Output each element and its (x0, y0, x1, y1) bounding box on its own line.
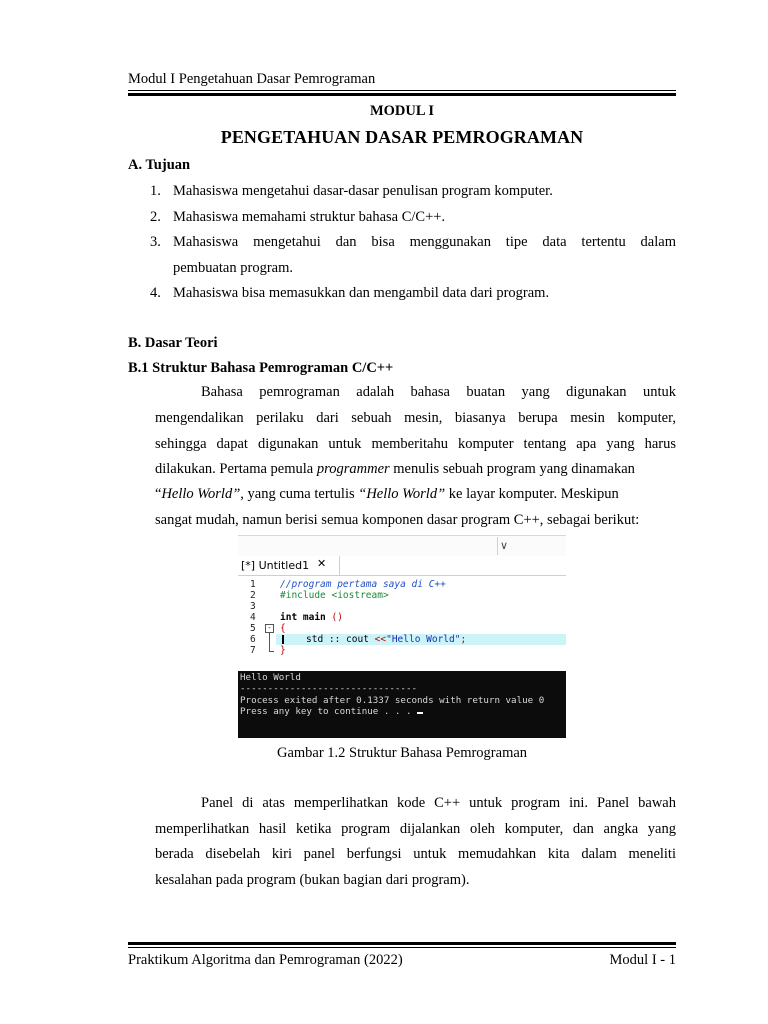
section-a-heading: A. Tujuan (128, 157, 191, 173)
list-item: Mahasiswa memahami struktur bahasa C/C++. (173, 209, 446, 225)
text-run: dilakukan. Pertama pemula (155, 461, 317, 477)
tab-untitled1[interactable] (239, 556, 340, 575)
modul-title: MODUL I (369, 103, 435, 119)
page-number: Modul I - 1 (609, 952, 676, 968)
line-number: 4 (250, 612, 256, 623)
running-header: Modul I Pengetahuan Dasar Pemrograman (128, 71, 376, 87)
paragraph-line: mengendalikan perilaku dari sebuah mesin, biasanya berupa mesin komputer, (155, 410, 676, 426)
editor-tabbar (238, 556, 566, 576)
code-line (238, 601, 566, 612)
code-line (238, 645, 566, 656)
footer-course: Praktikum Algoritma dan Pemrograman (2022) (128, 952, 403, 968)
chevron-down-icon[interactable]: ∨ (500, 539, 509, 552)
code-line (238, 612, 566, 623)
paragraph-line: Bahasa pemrograman adalah bahasa buatan yang digunakan untuk (201, 384, 676, 400)
subsection-heading: B.1 Struktur Bahasa Pemrograman C/C++ (128, 360, 394, 376)
line-number: 1 (250, 579, 256, 590)
footer-rule-thick (128, 942, 676, 945)
tab-label: [*] Untitled1 (241, 559, 310, 572)
line-number: 7 (250, 645, 256, 656)
fold-guide (269, 633, 270, 651)
figure-caption: Gambar 1.2 Struktur Bahasa Pemrograman (276, 745, 528, 761)
header-rule-thick (128, 93, 676, 96)
header-rule (128, 90, 676, 91)
section-b-heading: B. Dasar Teori (128, 335, 218, 351)
list-item-continued: pembuatan program. (173, 260, 293, 276)
text-run: ke layar komputer. Meskipun (445, 486, 619, 502)
italic-term: “Hello World” (358, 486, 446, 502)
code-include: #include <iostream> (280, 590, 389, 601)
console-line (240, 706, 423, 718)
paragraph-line: Panel di atas memperlihatkan kode C++ untuk program ini. Panel bawah (201, 795, 676, 811)
list-item: Mahasiswa mengetahui dan bisa menggunakan tipe data tertentu dalam (173, 234, 676, 250)
console-line: Process exited after 0.1337 seconds with return value 0 (240, 695, 545, 706)
code-text (306, 634, 466, 645)
code-line (238, 579, 566, 590)
paragraph-line: memperlihatkan hasil ketika program dijalankan oleh komputer, dan angka yang (155, 821, 676, 837)
list-number: 3. (150, 234, 161, 250)
code-brace: { (280, 623, 286, 634)
console-line: -------------------------------- (240, 683, 418, 694)
text-cursor (282, 635, 284, 644)
paragraph-line: sangat mudah, namun berisi semua komponen dasar program C++, sebagai berikut: (155, 512, 640, 528)
text-run: , yang cuma tertulis (240, 486, 359, 502)
console-line: Hello World (240, 672, 301, 683)
code-line (238, 634, 566, 645)
italic-term: Hello World” (161, 486, 241, 502)
text-run: menulis sebuah program yang dinamakan (389, 461, 635, 477)
ide-toolbar (238, 535, 566, 557)
fold-guide-end (269, 651, 274, 652)
line-number: 2 (250, 590, 256, 601)
text-run: “ (155, 486, 162, 502)
list-number: 1. (150, 183, 161, 199)
ide-editor (238, 535, 566, 662)
code-brace: } (280, 645, 286, 656)
page-title: PENGETAHUAN DASAR PEMROGRAMAN (220, 127, 584, 147)
list-number: 2. (150, 209, 161, 225)
code-paren: () (331, 612, 343, 623)
list-number: 4. (150, 285, 161, 301)
line-number: 3 (250, 601, 256, 612)
paragraph-line: berada disebelah kiri panel berfungsi untuk memudahkan kita dalam meneliti (155, 846, 676, 862)
code-stmt: std :: cout (306, 634, 375, 645)
code-area[interactable] (238, 576, 566, 662)
code-line (238, 623, 566, 634)
footer-rule (128, 947, 676, 948)
code-comment: //program pertama saya di C++ (280, 579, 446, 590)
toolbar-divider (497, 537, 498, 555)
code-keyword: int (280, 612, 298, 623)
code-figure (238, 535, 566, 738)
code-text: main (297, 612, 332, 623)
code-text (280, 612, 343, 623)
paragraph-line (155, 461, 676, 478)
paragraph-line (155, 486, 676, 503)
line-number: 6 (250, 634, 256, 645)
console-prompt: Press any key to continue . . . (240, 706, 418, 717)
italic-term: programmer (316, 461, 390, 477)
list-item: Mahasiswa mengetahui dasar-dasar penulisan program komputer. (173, 183, 553, 199)
paragraph-line: sehingga dapat digunakan untuk memberitahu komputer tentang apa yang harus (155, 436, 676, 452)
code-operator: << (374, 634, 387, 645)
close-icon[interactable]: ✕ (317, 557, 327, 570)
console-output (238, 671, 566, 738)
list-item: Mahasiswa bisa memasukkan dan mengambil data dari program. (173, 285, 550, 301)
code-line (238, 590, 566, 601)
paragraph-line: kesalahan pada program (bukan bagian dari program). (155, 872, 470, 888)
code-semicolon: ; (460, 634, 467, 645)
cursor-icon (417, 712, 423, 714)
code-string: "Hello World" (386, 634, 461, 645)
line-number: 5 (250, 623, 256, 634)
fold-toggle-icon[interactable]: - (265, 624, 274, 633)
